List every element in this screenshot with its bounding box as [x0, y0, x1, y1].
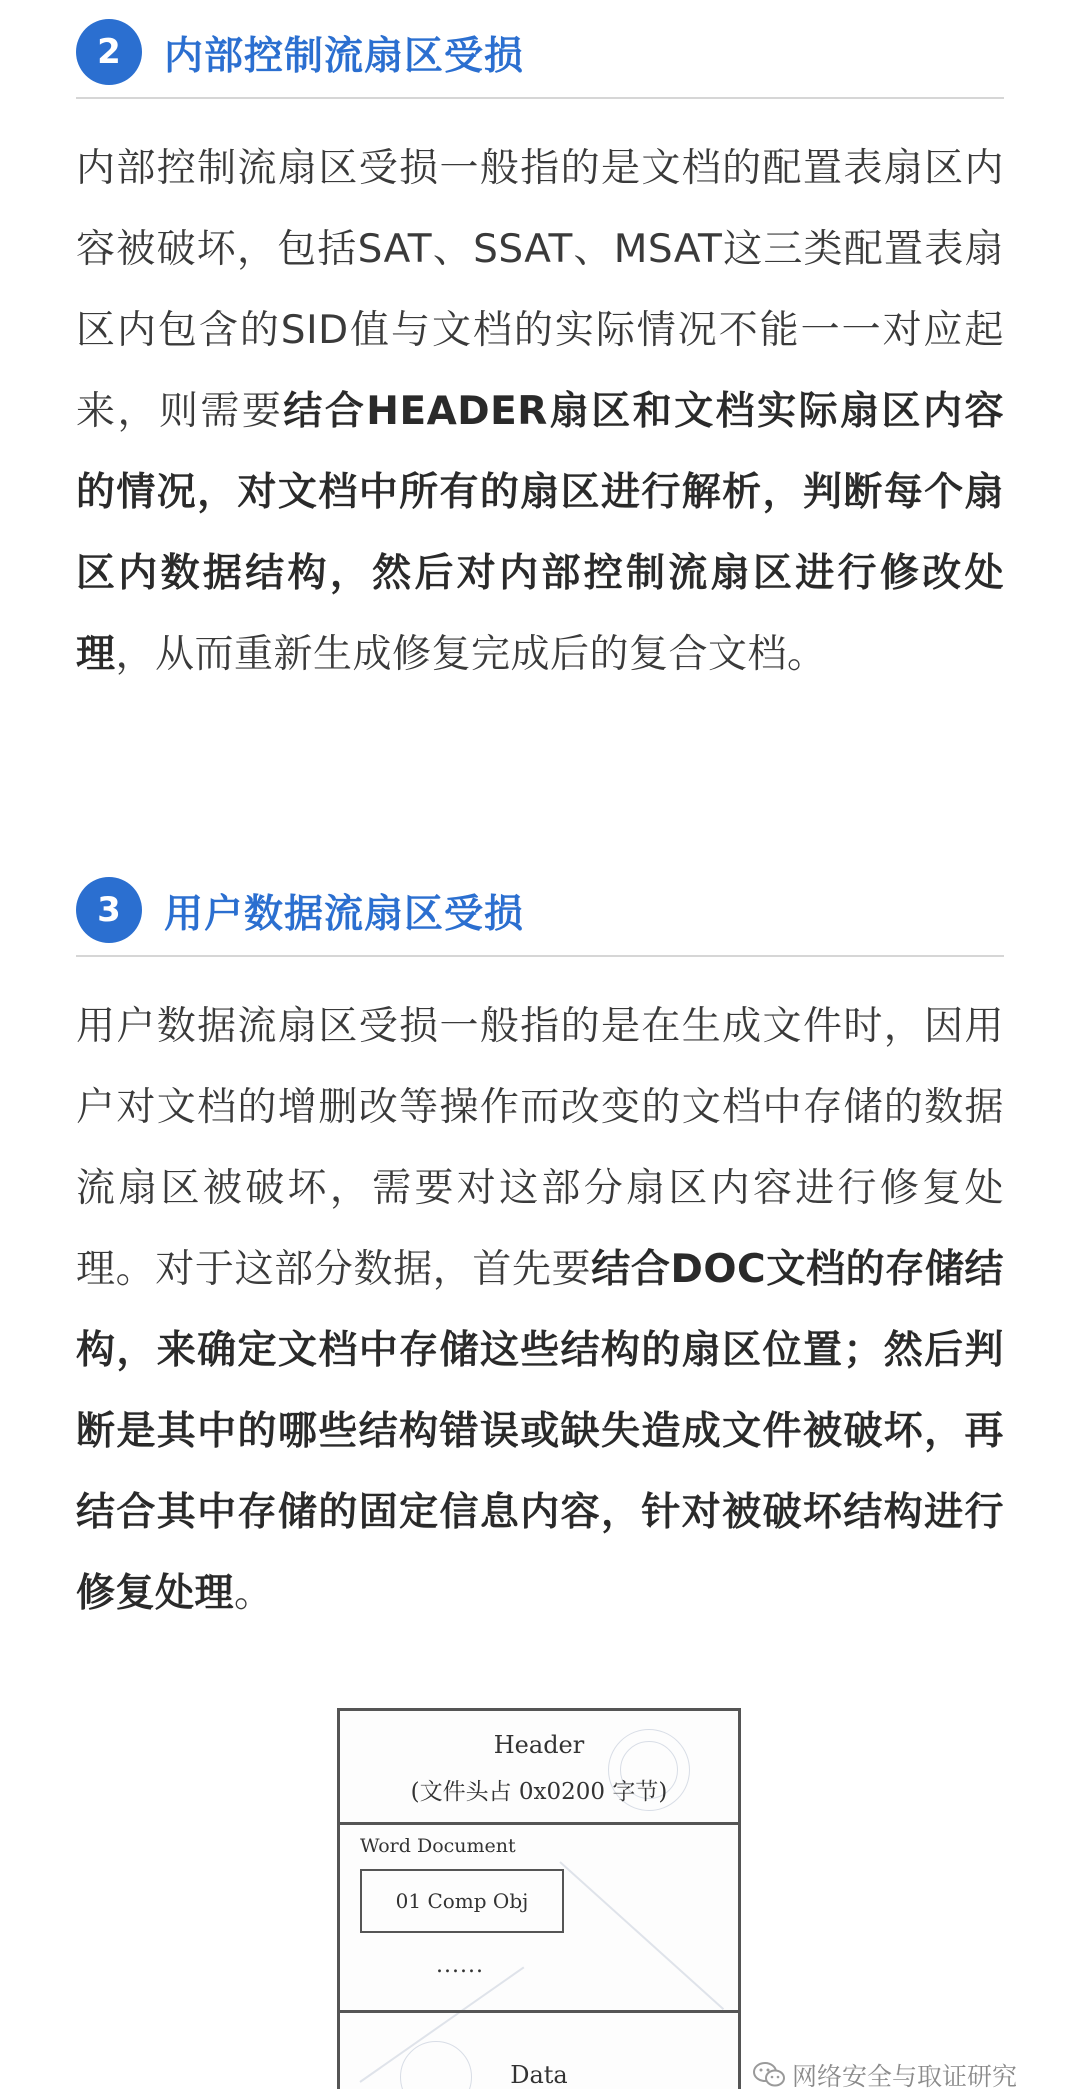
section-2-header	[76, 17, 1004, 99]
ellipsis: ......	[436, 1953, 484, 1978]
section-3-text-bold: 结合DOC文档的存储结构，来确定文档中存储这些结构的扇区位置；然后判断是其中的哪些结构错误或缺失造成文件被破坏，再结合其中存储的固定信息内容，针对被破坏结构进行修复处理	[76, 1247, 1004, 1616]
section-2-text-c: ，从而重新生成修复完成后的复合文档。	[115, 632, 827, 677]
section-2-text-a: 内部控制流扇区受损一般指的是文档的配置表扇区内容被破坏，包括SAT、SSAT、MSAT这三类配置表扇区内包含的SID值与文档的实际情况不能一一对应起来，则需要	[76, 146, 1004, 434]
word-document-label: Word Document	[360, 1835, 516, 1857]
section-2-number: 2	[76, 19, 142, 85]
data-label: Data	[510, 2061, 568, 2089]
header-cell	[340, 1711, 738, 1825]
comp-obj-box: 01 Comp Obj	[360, 1869, 564, 1933]
section-3-paragraph	[76, 986, 1004, 1634]
source-name: 网络安全与取证研究	[792, 2062, 1018, 2091]
source-watermark	[752, 2060, 1017, 2090]
section-2-paragraph	[76, 128, 1004, 695]
section-3-number: 3	[76, 877, 142, 943]
section-3-text-c: 。	[234, 1571, 274, 1616]
section-3-title: 用户数据流扇区受损	[164, 892, 525, 937]
doc-structure-diagram	[337, 1708, 741, 2089]
section-2-text-bold: 结合HEADER扇区和文档实际扇区内容的情况，对文档中所有的扇区进行解析，判断每个扇区内数据结构，然后对内部控制流扇区进行修改处理	[76, 389, 1004, 677]
section-2-title: 内部控制流扇区受损	[164, 34, 525, 79]
header-size-label: (文件头占 0x0200 字节)	[410, 1779, 668, 1805]
wechat-icon	[752, 2061, 786, 2089]
section-3-header	[76, 875, 1004, 957]
data-cell	[340, 2013, 738, 2089]
section-3-text-a: 用户数据流扇区受损一般指的是在生成文件时，因用户对文档的增删改等操作而改变的文档中存储的数据流扇区被破坏，需要对这部分扇区内容进行修复处理。对于这部分数据，首先要	[76, 1004, 1004, 1292]
word-document-cell	[340, 1825, 738, 2013]
header-label: Header	[493, 1731, 585, 1759]
